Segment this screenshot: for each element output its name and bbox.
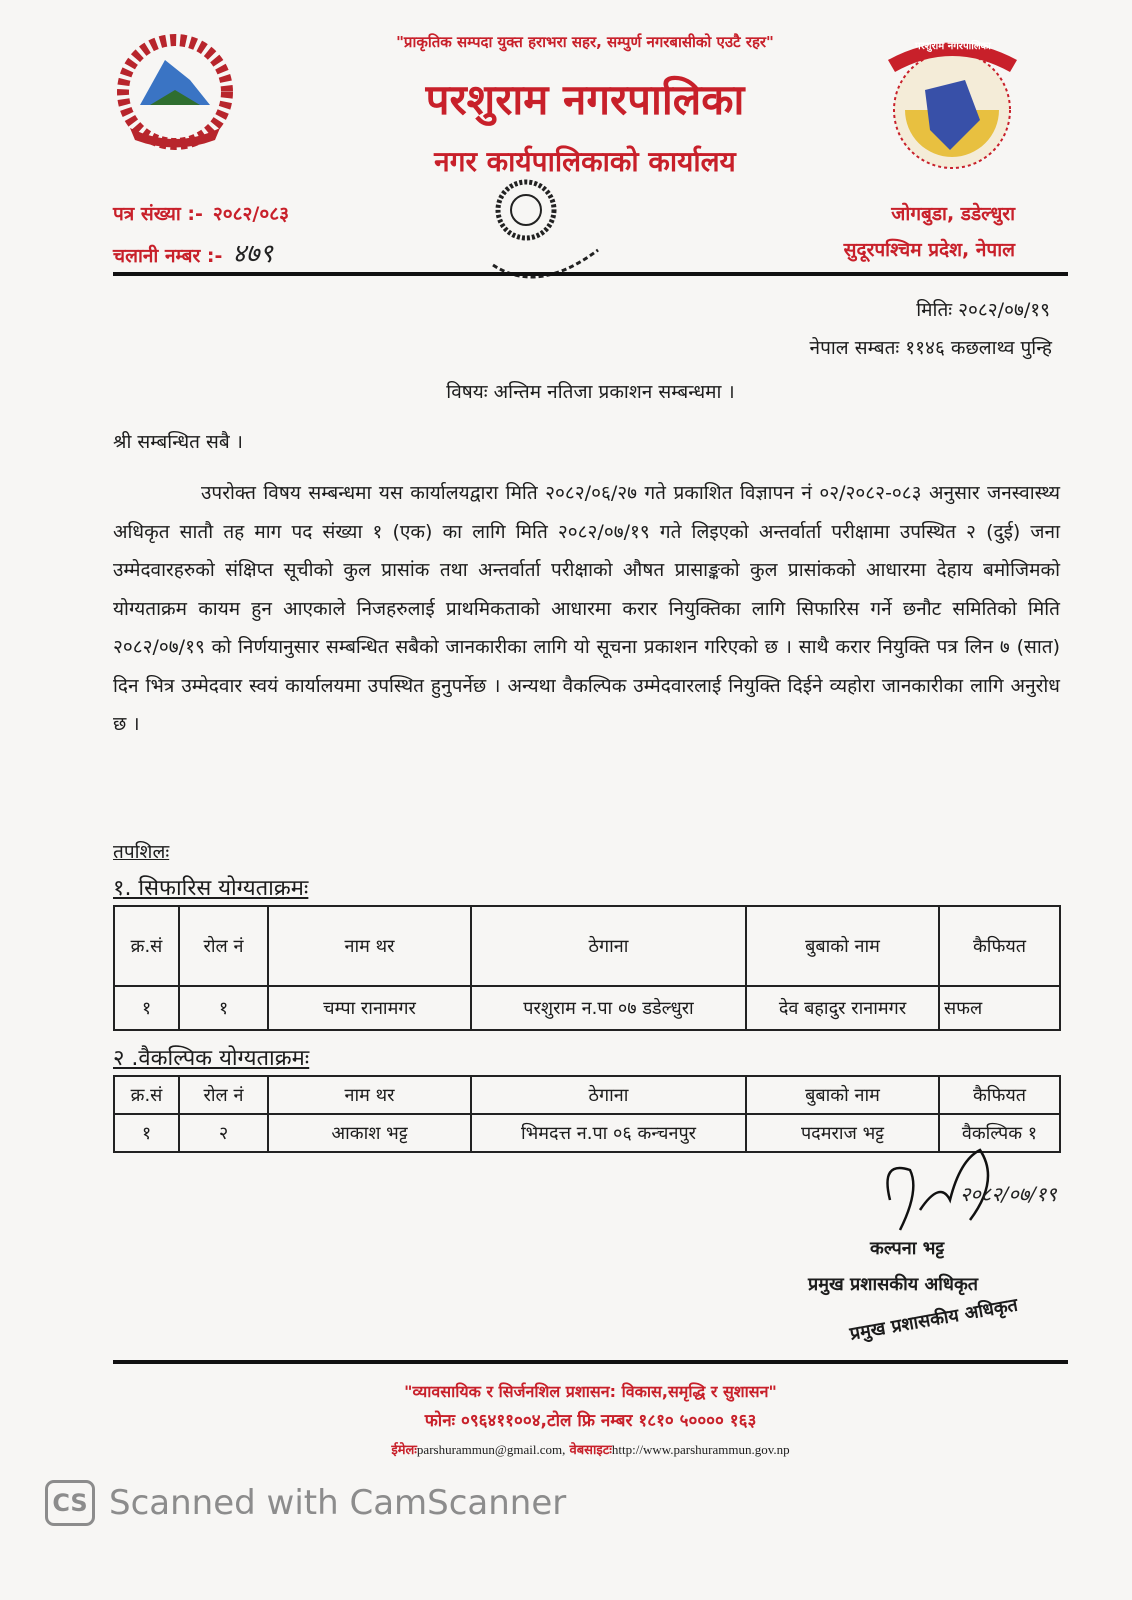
designation-stamp: प्रमुख प्रशासकीय अधिकृत: [848, 1294, 1020, 1345]
signature-date: २०८२/०७/१९: [960, 1182, 1057, 1206]
column-header: बुबाको नाम: [746, 906, 939, 986]
column-header: नाम थर: [268, 1076, 471, 1114]
address-line2: सुदूरपश्चिम प्रदेश, नेपाल: [843, 239, 1015, 261]
header-slogan: "प्राकृतिक सम्पदा युक्त हराभरा सहर, सम्पुर्ण नगरबासीको एउटै रहर": [396, 33, 774, 51]
table-header-row: [114, 906, 1060, 986]
patra-value: २०८२/०८३: [212, 203, 290, 225]
office-subtitle: नगर कार्यपालिकाको कार्यालय: [434, 145, 736, 178]
table2-heading: २ .वैकल्पिक योग्यताक्रमः: [113, 1046, 310, 1071]
header-divider: [113, 272, 1068, 276]
signatory-title: प्रमुख प्रशासकीय अधिकृत: [808, 1274, 979, 1295]
column-header: कैफियत: [939, 906, 1060, 986]
body-paragraph: उपरोक्त विषय सम्बन्धमा यस कार्यालयद्वारा मिति २०८२/०६/२७ गते प्रकाशित विज्ञापन नं ०२/२०८२-०८३ अनुसार जनस्वास्थ्य अधिकृत सातौ तह माग पद संख्या १ (एक) का लागि मिति २०८२/०७/१९ गते लिइएको अन्तर्वार्ता परीक्षामा उपस्थित २ (दुई) जना उम्मेदवारहरुको संक्षिप्त सूचीको कुल प्रासांक तथा अन्तर्वार्ता परीक्षाको औषत प्रासाङ्कको कुल प्रासांकको आधारमा देहाय बमोजिमको योग्यताक्रम कायम हुन आएकाले निजहरुलाई प्राथमिकताको आधारमा करार नियुक्तिका लागि सिफारिस गर्ने छनौट समितिको मिति २०८२/०७/१९ को निर्णयानुसार सम्बन्धित सबैको जानकारीका लागि यो सूचना प्रकाशन गरिएको छ । साथै करार नियुक्ति पत्र लिन ७ (सात) दिन भित्र उम्मेदवार स्वयं कार्यालयमा उपस्थित हुनुपर्नेछ । अन्यथा वैकल्पिक उम्मेदवारलाई नियुक्ति दिईने व्यहोरा जानकारीका लागि अनुरोध छ ।: [113, 482, 1060, 735]
table-header-row: [114, 1076, 1060, 1114]
table-cell: भिमदत्त न.पा ०६ कन्चनपुर: [471, 1114, 746, 1152]
table-cell: १: [114, 1114, 179, 1152]
column-header: क्र.सं: [114, 1076, 179, 1114]
column-header: कैफियत: [939, 1076, 1060, 1114]
camscanner-icon: CS: [45, 1480, 95, 1526]
column-header: रोल नं: [179, 1076, 268, 1114]
table-cell: पदमराज भट्ट: [746, 1114, 939, 1152]
table-cell: १: [114, 986, 179, 1030]
email-label: ईमेलः: [391, 1443, 417, 1458]
patra-row: [113, 200, 289, 226]
footer-divider: [113, 1360, 1068, 1364]
signatory-name: कल्पना भट्ट: [870, 1238, 945, 1259]
website-label: वेबसाइटः: [569, 1443, 612, 1458]
column-header: नाम थर: [268, 906, 471, 986]
column-header: ठेगाना: [471, 906, 746, 986]
email-link[interactable]: parshurammun@gmail.com,: [416, 1442, 566, 1457]
patra-label: पत्र संख्या :-: [113, 203, 203, 225]
camscanner-watermark: [45, 1480, 566, 1526]
chalani-label: चलानी नम्बर :-: [113, 245, 223, 267]
column-header: बुबाको नाम: [746, 1076, 939, 1114]
nepal-emblem-logo: [105, 30, 245, 150]
table-row: [114, 986, 1060, 1030]
chalani-row: [113, 234, 273, 270]
column-header: रोल नं: [179, 906, 268, 986]
address-line1: जोगबुडा, डडेल्धुरा: [891, 203, 1015, 225]
chalani-value: ४७९: [232, 239, 273, 269]
tapashil-label: तपशिलः: [113, 841, 170, 863]
table-cell: परशुराम न.पा ०७ डडेल्धुरा: [471, 986, 746, 1030]
table-cell: आकाश भट्ट: [268, 1114, 471, 1152]
table-cell: देव बहादुर रानामगर: [746, 986, 939, 1030]
nepal-sambat-date: नेपाल सम्बतः ११४६ कछलाथ्व पुन्हि: [809, 337, 1052, 359]
office-round-stamp: [478, 170, 648, 310]
column-header: क्र.सं: [114, 906, 179, 986]
footer-phone: फोनः ०९६४११००४,टोल फ्रि नम्बर १८१० ५०००० १६३: [424, 1411, 757, 1431]
footer-slogan: "व्यावसायिक र सिर्जनशिल प्रशासन: विकास,समृद्धि र सुशासन": [404, 1382, 777, 1401]
table-cell: सफल: [939, 986, 1060, 1030]
table-cell: वैकल्पिक १: [939, 1114, 1060, 1152]
table-cell: १: [179, 986, 268, 1030]
recommended-table: [113, 905, 1061, 1031]
table1-heading: १. सिफारिस योग्यताक्रमः: [113, 876, 309, 901]
table-cell: चम्पा रानामगर: [268, 986, 471, 1030]
subject-line: विषयः अन्तिम नतिजा प्रकाशन सम्बन्धमा ।: [446, 381, 735, 403]
letter-date: मितिः २०८२/०७/१९: [916, 299, 1050, 321]
logo-banner-text: परशुराम नगरपालिका: [915, 41, 991, 52]
table-cell: २: [179, 1114, 268, 1152]
column-header: ठेगाना: [471, 1076, 746, 1114]
website-link[interactable]: http://www.parshurammun.gov.np: [611, 1442, 790, 1457]
municipality-title: परशुराम नगरपालिका: [425, 75, 745, 124]
watermark-text: Scanned with CamScanner: [109, 1483, 567, 1523]
salutation: श्री सम्बन्धित सबै ।: [113, 431, 243, 453]
